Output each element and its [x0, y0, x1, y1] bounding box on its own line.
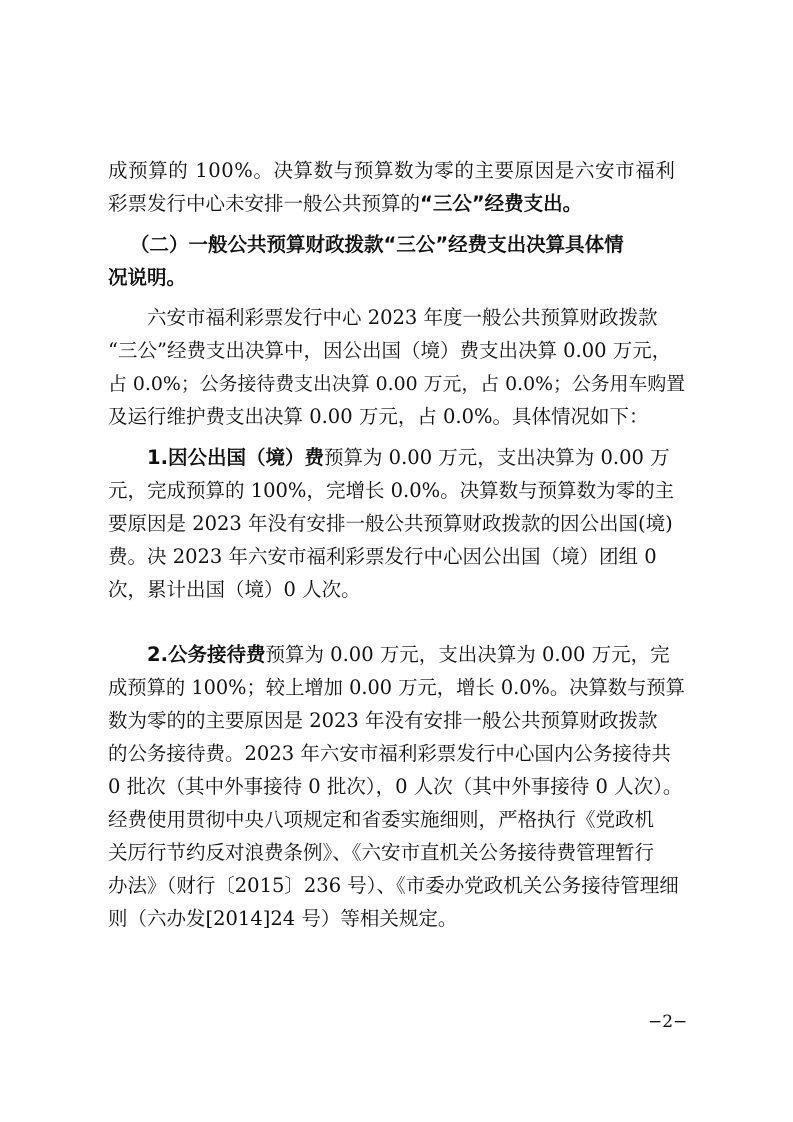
line-text: 预算为 0.00 万元，支出决算为 0.00 万: [323, 446, 670, 469]
section-heading: [108, 263, 688, 293]
body-line: [108, 838, 688, 868]
body-line: [108, 156, 688, 186]
body-line: [108, 871, 688, 901]
item-title: 2.公务接待费: [147, 643, 266, 666]
line-text: 预算为 0.00 万元，支出决算为 0.00 万元，完: [265, 643, 670, 666]
heading-text: 况说明。: [108, 266, 187, 289]
body-line: [108, 706, 688, 736]
section-heading: [130, 230, 692, 260]
body-line: [108, 739, 688, 769]
line-text: 关厉行节约反对浪费条例》、《六安市直机关公务接待费管理暂行: [108, 841, 655, 864]
body-line: [108, 805, 688, 835]
body-line: [108, 369, 688, 399]
line-text: 办法》（财行〔2015〕236 号）、《市委办党政机关公务接待管理细: [108, 874, 679, 897]
line-text: 占 0.0%；公务接待费支出决算 0.00 万元，占 0.0%；公务用车购置: [108, 373, 686, 395]
heading-text: （二）一般公共预算财政拨款“三公”经费支出决算具体情: [130, 233, 624, 256]
line-text: 次，累计出国（境）0 人次。: [108, 578, 361, 601]
line-text: 六安市福利彩票发行中心 2023 年度一般公共预算财政拨款: [147, 306, 658, 329]
line-text: 费。决 2023 年六安市福利彩票发行中心因公出国（境）团组 0: [108, 545, 657, 568]
item-heading-line: [147, 640, 688, 670]
line-bold-text: “三公”经费支出。: [420, 192, 583, 215]
line-text: 彩票发行中心未安排一般公共预算的: [108, 192, 421, 215]
line-text: “三公”经费支出决算中，因公出国（境）费支出决算 0.00 万元，: [108, 339, 672, 362]
line-text: 数为零的的主要原因是 2023 年没有安排一般公共预算财政拨款: [108, 709, 658, 732]
line-text: 要原因是 2023 年没有安排一般公共预算财政拨款的因公出国(境): [108, 512, 673, 535]
body-line: [108, 509, 688, 539]
body-line: [108, 476, 688, 506]
body-line: [108, 189, 688, 219]
line-text: 0 批次（其中外事接待 0 批次），0 人次（其中外事接待 0 人次）。: [108, 775, 683, 798]
body-line: [147, 303, 688, 333]
body-line: [108, 673, 688, 703]
item-title: 1.因公出国（境）费: [147, 446, 324, 469]
line-text: 元，完成预算的 100%，完增长 0.0%。决算数与预算数为零的主: [108, 479, 675, 502]
item-heading-line: [147, 443, 688, 473]
page-number: −2−: [648, 1012, 688, 1032]
body-line: [108, 772, 688, 802]
line-text: 经费使用贯彻中央八项规定和省委实施细则，严格执行《党政机: [108, 808, 655, 831]
body-line: [108, 904, 688, 934]
line-text: 及运行维护费支出决算 0.00 万元，占 0.0%。具体情况如下：: [108, 405, 649, 428]
line-text: 成预算的 100%；较上增加 0.00 万元，增长 0.0%。决算数与预算: [108, 676, 685, 699]
line-text: 则（六办发[2014]24 号）等相关规定。: [108, 907, 458, 930]
body-line: [108, 542, 688, 572]
line-text: 成预算的 100%。决算数与预算数为零的主要原因是六安市福利: [108, 159, 676, 182]
body-line: [108, 336, 688, 366]
body-line: [108, 402, 688, 432]
body-line: [108, 575, 688, 605]
line-text: 的公务接待费。2023 年六安市福利彩票发行中心国内公务接待共: [108, 742, 671, 765]
